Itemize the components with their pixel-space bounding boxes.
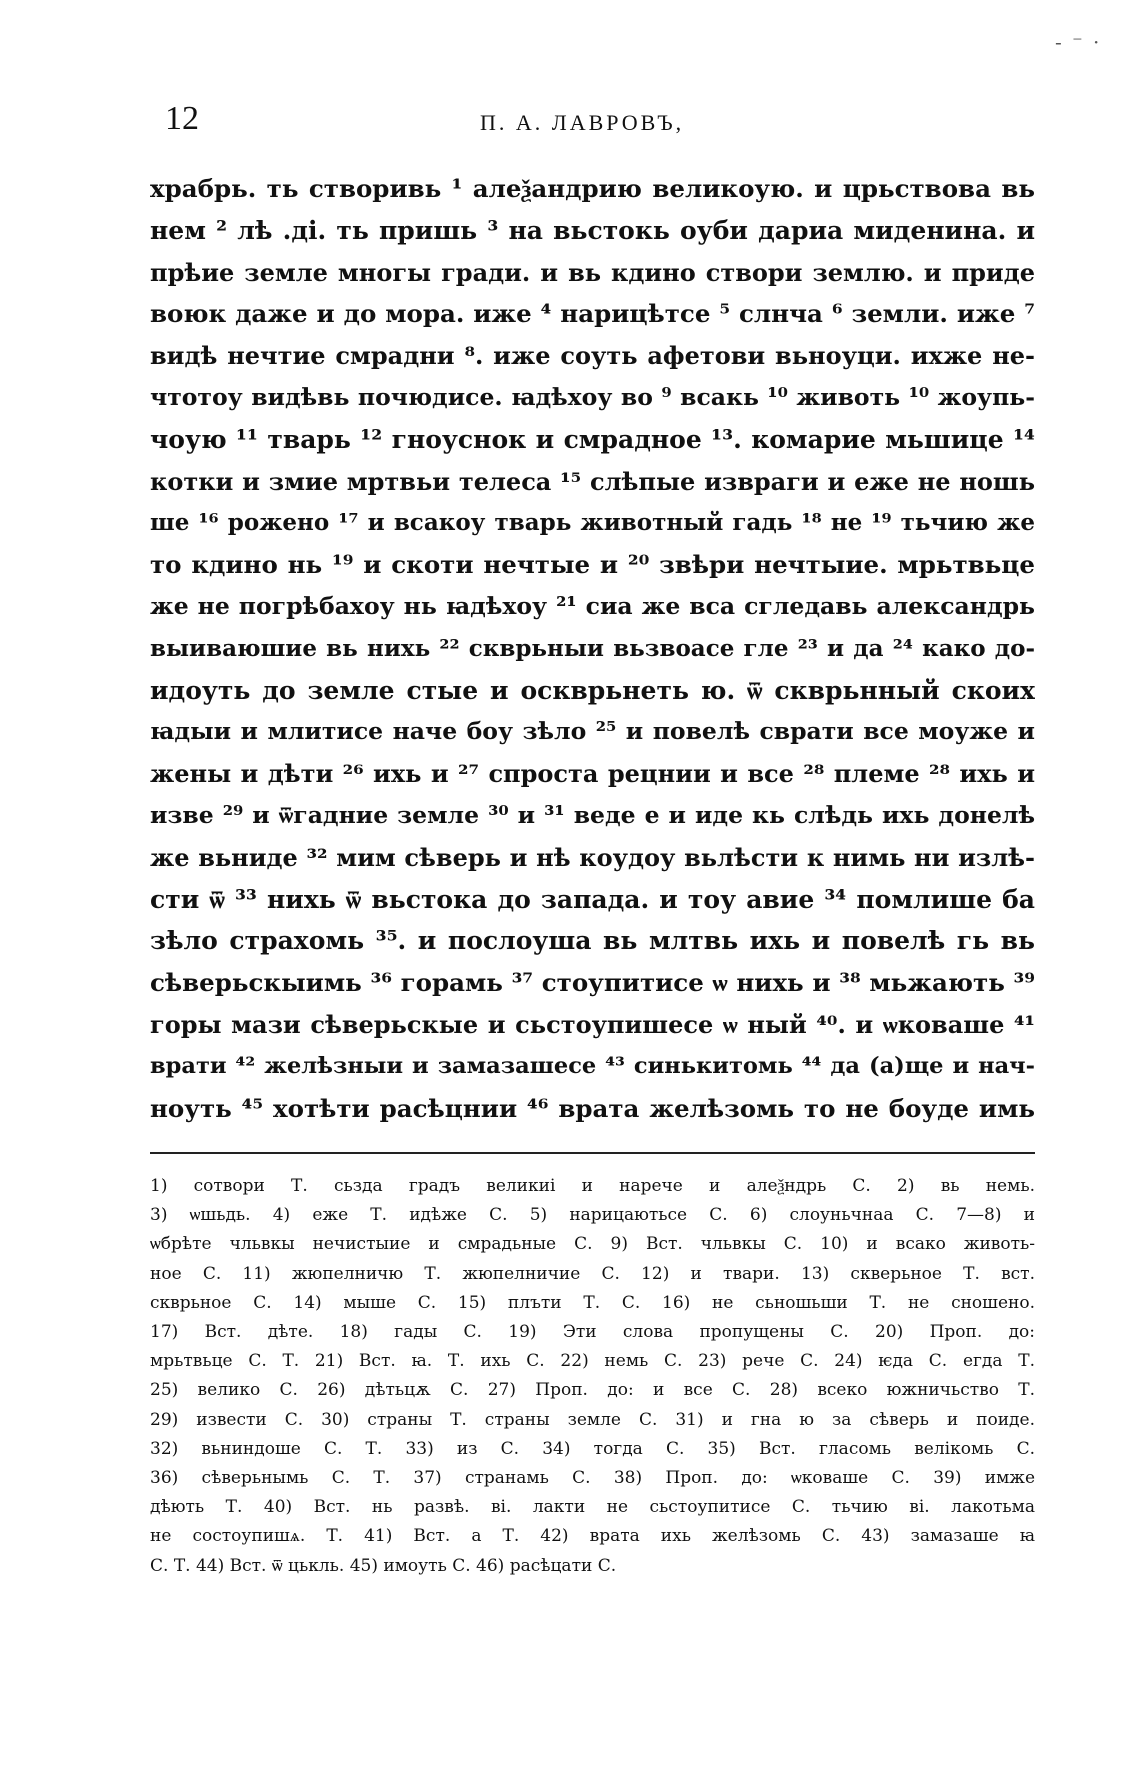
footnote-line: ное С. 11) жюпелничю Т. жюпелничие С. 12) и твари. 13) скверьное Т. вст.: [150, 1263, 1035, 1284]
scan-mark: - ⁻ ·: [1055, 30, 1102, 54]
footnote-line: 1) сотвори Т. сьзда градъ великиі и нарече и алеѯндрь С. 2) вь немь.: [150, 1176, 1035, 1196]
text-line: ноуть ⁴⁵ хотѣти расѣцнии ⁴⁶ врата желѣзомь то не боуде имь: [150, 1093, 1035, 1123]
footnote-line: 32) вьниндоше С. Т. 33) из С. 34) тогда С. 35) Вст. гласомь велікомь С.: [150, 1438, 1035, 1459]
text-line: ше ¹⁶ рожено ¹⁷ и всакоу тварь животный гадь ¹⁸ не ¹⁹ тьчию же: [150, 509, 1035, 537]
page-header: [165, 100, 1025, 140]
text-line: ꙗдыи и млитисе наче боу зѣло ²⁵ и повелѣ сврати все моуже и: [150, 717, 1035, 746]
footnote-line: не состоупишѧ. Т. 41) Вст. а Т. 42) врата ихь желѣзомь С. 43) замазаше ꙗ: [150, 1526, 1035, 1547]
text-line: же не погрѣбахоу нь ꙗдѣхоу ²¹ сиа же вса сгледавь александрь: [150, 591, 1035, 620]
text-line: нем ² лѣ .ді. ть пришь ³ на вьстокь оуби дариа миденина. и: [150, 215, 1035, 245]
footnote-line: 36) сѣверьнымь С. Т. 37) странамь С. 38) Проп. до: ѡковаше С. 39) имже: [150, 1468, 1035, 1489]
footnote-line: 17) Вст. дѣте. 18) гады С. 19) Эти слова пропущены С. 20) Проп. до:: [150, 1322, 1035, 1343]
footnotes: [150, 1172, 1035, 1581]
text-line: чтотоу видѣвь почюдисе. ꙗдѣхоу во ⁹ всакь ¹⁰ животь ¹⁰ жоупь-: [150, 382, 1035, 411]
footnote-line: дѣють Т. 40) Вст. нь развѣ. ві. лакти не сьстоупитисе С. тьчию ві. лакотьма: [150, 1497, 1035, 1518]
text-line: идоуть до земле стые и оскврьнеть ю. ѿ скврьнный скоих: [150, 675, 1035, 705]
text-line: видѣ нечтие смрадни ⁸. иже соуть афетови вьноуци. ихже не-: [150, 341, 1035, 371]
text-line: чоую ¹¹ тварь ¹² гноуснок и смрадное ¹³. комарие мьшице ¹⁴: [150, 424, 1035, 454]
footnote-line: скврьное С. 14) мыше С. 15) плъти Т. С. 16) не сьношьши Т. не сношено.: [150, 1292, 1035, 1313]
text-line: горы мази сѣверьскые и сьстоупишесе ѡ ный ⁴⁰. и ѡковаше ⁴¹: [150, 1009, 1035, 1039]
main-text: [150, 168, 1035, 1129]
text-line: зѣло страхомь ³⁵. и послоуша вь млтвь ихь и повелѣ гь вь: [150, 926, 1035, 956]
footnote-line: 3) ѡшьдь. 4) еже Т. идѣже С. 5) нарицаютьсе С. 6) слоуньчнаа С. 7—8) и: [150, 1205, 1035, 1226]
page-number: 12: [165, 100, 199, 137]
footnote-line: ѡбрѣте чльвкы нечистыие и смрадьные С. 9) Вст. чльвкы С. 10) и всако животь-: [150, 1234, 1035, 1255]
footnote-line: 25) велико С. 26) дѣтьцѫ С. 27) Проп. до: и все С. 28) всеко южничьство Т.: [150, 1380, 1035, 1401]
text-line: храбрь. ть створивь ¹ алеѯандрию великоую. и црьствова вь: [150, 174, 1035, 203]
running-title: П. А. ЛАВРОВЪ,: [480, 110, 685, 135]
footnote-line: 29) извести С. 30) страны Т. страны земле С. 31) и гна ю за сѣверь и поиде.: [150, 1409, 1035, 1430]
text-line: сти ѿ ³³ нихь ѿ вьстока до запада. и тоу авие ³⁴ помлише ба: [150, 884, 1035, 914]
text-line: сѣверьскыимь ³⁶ горамь ³⁷ стоупитисе ѡ нихь и ³⁸ мьжають ³⁹: [150, 968, 1035, 998]
text-line: воюк даже и до мора. иже ⁴ нарицѣтсе ⁵ слнча ⁶ земли. иже ⁷: [150, 299, 1035, 329]
text-line: прѣие земле многы гради. и вь кдино створи землю. и приде: [150, 257, 1035, 287]
text-line: то кдино нь ¹⁹ и скоти нечтые и ²⁰ звѣри нечтыие. мрьтвьце: [150, 550, 1035, 580]
text-line: жены и дѣти ²⁶ ихь и ²⁷ спроста рецнии и все ²⁸ племе ²⁸ ихь и: [150, 759, 1035, 789]
text-line: врати ⁴² желѣзныи и замазашесе ⁴³ синькитомь ⁴⁴ да (а)ще и нач-: [150, 1052, 1035, 1079]
footnote-line: С. Т. 44) Вст. ѿ цькль. 45) имоуть С. 46) расѣцати С.: [150, 1555, 617, 1576]
text-line: изве ²⁹ и ѿгадние земле ³⁰ и ³¹ веде е и иде кь слѣдь ихь донелѣ: [150, 800, 1035, 829]
text-line: же вьниде ³² мим сѣверь и нѣ коудоу вьлѣсти к нимь ни излѣ-: [150, 842, 1035, 872]
footnote-line: мрьтвьце С. Т. 21) Вст. ꙗ. Т. ихь С. 22) немь С. 23) рече С. 24) ѥда С. егда Т.: [150, 1351, 1035, 1372]
footnote-divider: [150, 1152, 1035, 1154]
text-line: выиваюшие вь нихь ²² скврьныи вьзвоасе гле ²³ и да ²⁴ како до-: [150, 634, 1035, 662]
text-line: котки и змие мртвьи телеса ¹⁵ слѣпые извраги и еже не ношь: [150, 466, 1035, 496]
